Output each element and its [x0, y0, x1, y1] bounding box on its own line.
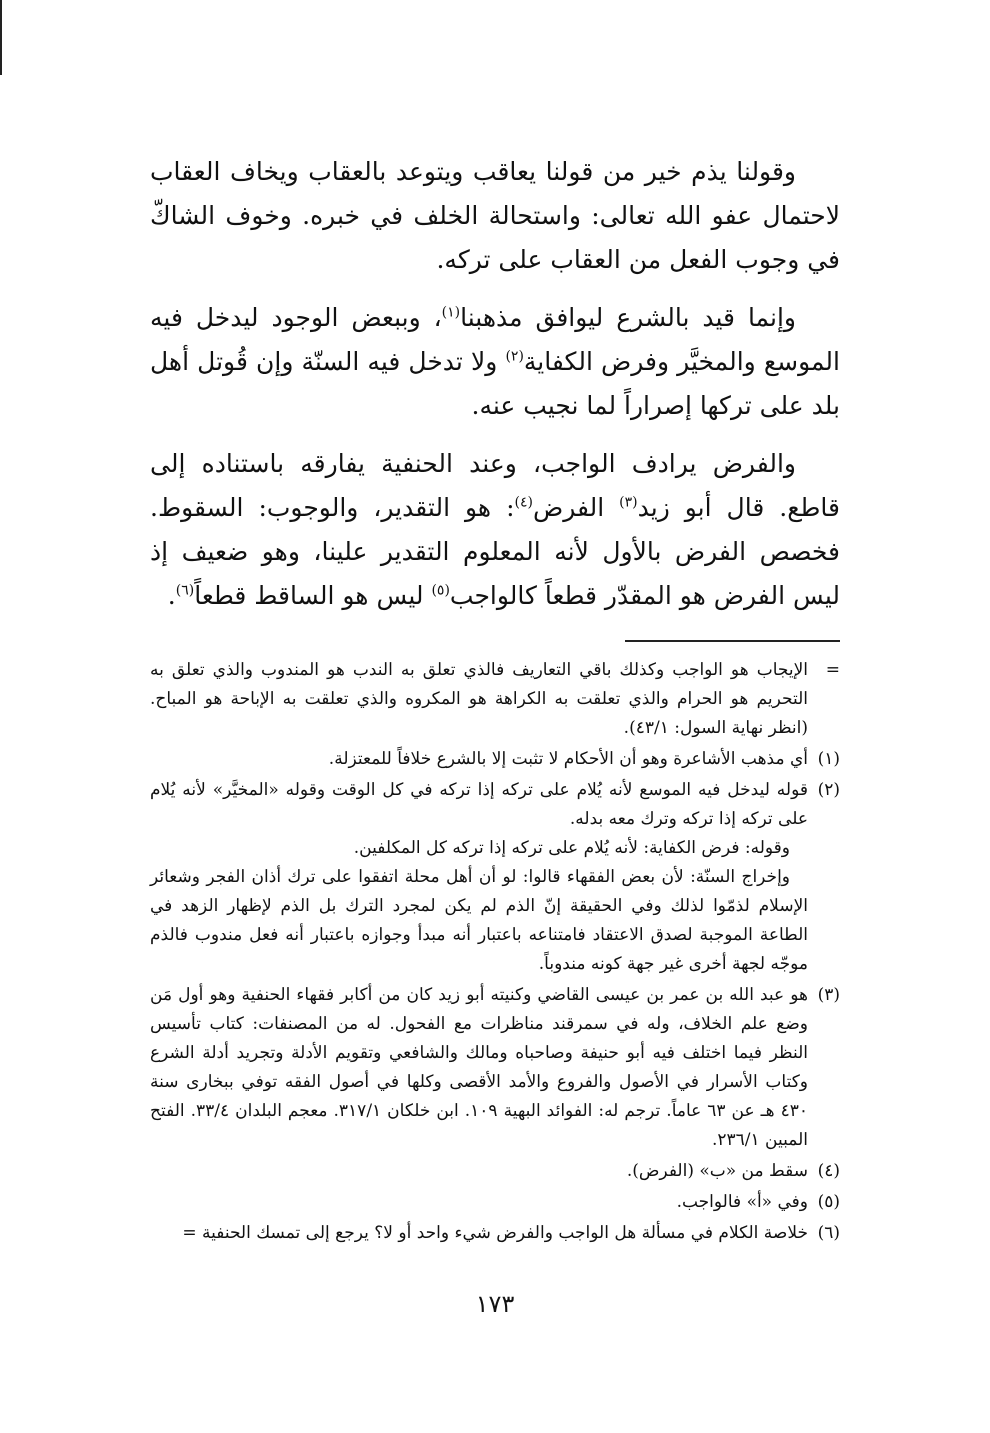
text-run: ولا تدخل فيه السنّة وإن قُوتل أهل بلد على تركها إصراراً لما نجيب عنه.	[150, 347, 840, 420]
footnote-text: وإخراج السنّة: لأن بعض الفقهاء قالوا: لو أن أهل محلة اتفقوا على ترك أذان الفجر وشعائر الإسلام لذمّوا لذلك وفي الحقيقة إنّ الذم لم يكن لمجرد الترك بل الذم لإظهار الزهد في الطاعة الموجبة لصدق الاعتقاد فامتناعه باعتبار أنه مبدأ وجوازه باعتبار أنه فعل مندوب فالذم موجّه لجهة أخرى غير جهة كونه مندوباً.	[150, 866, 808, 974]
footnote-item	[150, 1157, 840, 1186]
footnote-mark: =	[825, 659, 840, 680]
footnote-ref: (١)	[441, 304, 461, 321]
footnote-mark: (٦)	[817, 1222, 840, 1243]
text-run: ليس هو الساقط قطعاً	[194, 581, 432, 610]
page-number: ١٧٣	[475, 1290, 515, 1318]
footnote-item	[150, 745, 840, 774]
footnote-separator	[625, 640, 840, 642]
footnote-item	[150, 981, 840, 1155]
footnote-item	[150, 656, 840, 743]
footnote-text: أي مذهب الأشاعرة وهو أن الأحكام لا تثبت إلا بالشرع خلافاً للمعتزلة.	[328, 748, 808, 769]
paragraph	[150, 442, 840, 618]
footnote-mark: (١)	[817, 748, 840, 769]
footnote-item	[150, 1188, 840, 1217]
text-run: الفرض	[532, 493, 620, 522]
footnote-mark: (٤)	[817, 1160, 840, 1181]
text-run: .	[167, 581, 176, 610]
main-text	[150, 150, 840, 618]
book-page	[150, 150, 840, 1250]
footnote-ref: (٥)	[431, 582, 450, 599]
paragraph	[150, 150, 840, 282]
footnote-ref: (٦)	[175, 582, 195, 599]
footnote-item	[150, 776, 840, 979]
text-run: والفرض يرادف الواجب، وعند الحنفية يفارقه باستناده إلى قاطع. قال أبو زيد	[150, 449, 840, 522]
text-run: وقولنا يذم خير من قولنا يعاقب ويتوعد بالعقاب ويخاف العقاب لاحتمال عفو الله تعالى: واستحالة الخلف في خبره. وخوف الشاكّ في وجوب الفعل من العقاب على تركه.	[150, 157, 840, 274]
footnote-ref: (٤)	[514, 494, 533, 511]
footnote-item	[150, 1219, 840, 1248]
scan-edge-line	[0, 0, 2, 75]
paragraph	[150, 296, 840, 428]
footnote-mark: (٥)	[817, 1191, 840, 1212]
footnote-ref: (٣)	[619, 494, 638, 511]
text-run: وإنما قيد بالشرع ليوافق مذهبنا	[460, 303, 796, 332]
footnote-mark: (٣)	[817, 984, 840, 1005]
text-run: ، وببعض الوجود ليدخل فيه الموسع والمخيَّر وفرض الكفاية	[150, 303, 840, 376]
footnote-text: قوله ليدخل فيه الموسع لأنه يُلام على تركه إذا تركه في كل الوقت وقوله «المخيَّر» لأنه يُلام على تركه إذا تركه وترك معه بدله.	[150, 779, 808, 829]
footnote-text: وقوله: فرض الكفاية: لأنه يُلام على تركه إذا تركه كل المكلفين.	[353, 837, 790, 858]
footnote-text: خلاصة الكلام في مسألة هل الواجب والفرض شيء واحد أو لا؟ يرجع إلى تمسك الحنفية =	[182, 1222, 808, 1243]
footnote-text: هو عبد الله بن عمر بن عيسى القاضي وكنيته أبو زيد كان من أكابر فقهاء الحنفية وهو أول مَن وضع علم الخلاف، وله في سمرقند مناظرات مع الفحول. له من المصنفات: كتاب تأسيس النظر فيما اختلف فيه أبو حنيفة وصاحباه ومالك والشافعي وتقويم الأدلة وتجريد أدلة الشرع وكتاب الأسرار في الأصول والفروع والأمد الأقصى وكلها في أصول الفقه توفي ببخارى سنة ٤٣٠ هـ عن ٦٣ عاماً. ترجم له: الفوائد البهية ١٠٩. ابن خلكان ٣١٧/١. معجم البلدان ٣٣/٤. الفتح المبين ٢٣٦/١.	[150, 984, 808, 1150]
text-run: : هو التقدير، والوجوب: السقوط. فخصص الفرض بالأول لأنه المعلوم التقدير علينا، وهو ضعيف إذ ليس الفرض هو المقدّر قطعاً كالواجب	[150, 493, 840, 610]
footnote-mark: (٢)	[817, 779, 840, 800]
footnote-text: الإيجاب هو الواجب وكذلك باقي التعاريف فالذي تعلق به الندب هو المندوب والذي تعلق به التحريم هو الحرام والذي تعلقت به الكراهة هو المكروه والذي تعلقت به الإباحة هو المباح. (انظر نهاية السول: ٤٣/١).	[150, 659, 808, 738]
footnote-text: وفي «أ» فالواجب.	[676, 1191, 808, 1212]
footnote-text: سقط من «ب» (الفرض).	[626, 1160, 808, 1181]
footnotes	[150, 656, 840, 1248]
footnote-ref: (٢)	[505, 348, 524, 365]
